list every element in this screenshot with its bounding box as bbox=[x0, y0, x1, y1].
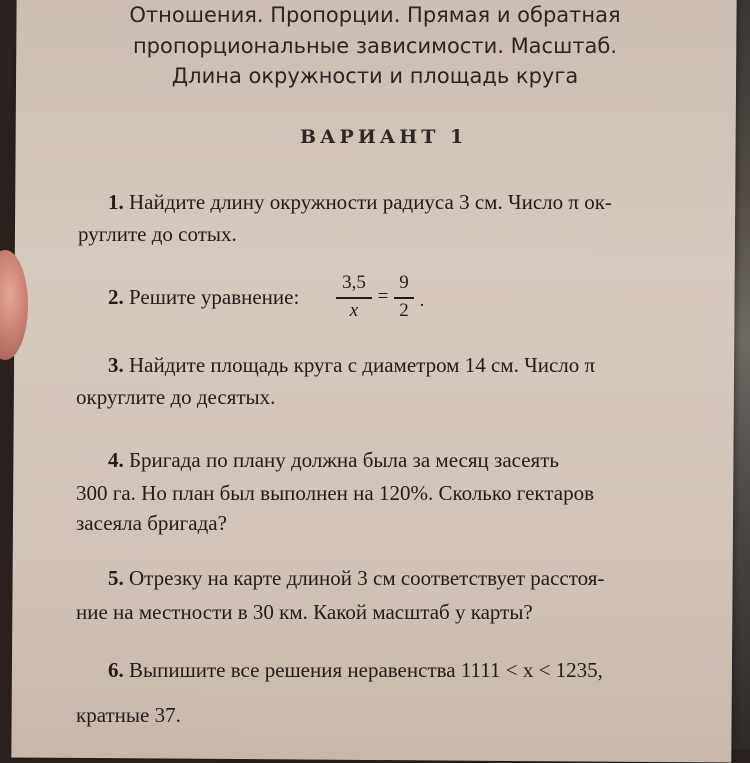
task-3-text: Найдите площадь круга с диаметром 14 см. Число π bbox=[129, 353, 596, 377]
header-line-3: Длина окружности и площадь круга bbox=[171, 64, 579, 88]
task-4-line-3: засеяла бригада? bbox=[76, 511, 227, 535]
task-6-line-2: кратные 37. bbox=[76, 703, 181, 727]
task-1-line-1 bbox=[108, 190, 612, 215]
task-2-line-1 bbox=[108, 285, 299, 310]
task-2-number: 2. bbox=[108, 285, 124, 309]
task-4-line-2: 300 га. Но план был выполнен на 120%. Сколько гектаров bbox=[76, 481, 595, 505]
task-4-text: Бригада по плану должна была за месяц засеять bbox=[129, 448, 559, 472]
task-2-period: . bbox=[419, 290, 425, 311]
fraction-left-denominator: x bbox=[349, 300, 359, 321]
fraction-right-denominator: 2 bbox=[399, 300, 409, 321]
task-6-number: 6. bbox=[108, 658, 124, 682]
task-3-line-2: округлите до десятых. bbox=[76, 385, 276, 409]
task-4-line-1 bbox=[108, 448, 559, 473]
equals-sign: = bbox=[377, 286, 389, 307]
task-1-text: Найдите длину окружности радиуса 3 см. Число π ок- bbox=[129, 190, 612, 214]
fraction-left-numerator: 3,5 bbox=[342, 272, 366, 293]
header-line-2: пропорциональные зависимости. Масштаб. bbox=[132, 34, 618, 58]
header-line-1: Отношения. Пропорции. Прямая и обратная bbox=[129, 3, 621, 27]
task-3-line-1 bbox=[108, 353, 595, 378]
variant-title: ВАРИАНТ 1 bbox=[300, 126, 468, 148]
task-1-line-2: руглите до сотых. bbox=[78, 222, 237, 246]
task-6-line-1 bbox=[108, 658, 603, 683]
worksheet-paper bbox=[11, 0, 736, 763]
task-5-number: 5. bbox=[108, 566, 124, 590]
task-2-text: Решите уравнение: bbox=[129, 285, 300, 309]
task-5-text: Отрезку на карте длиной 3 см соответствует расстоя- bbox=[129, 566, 605, 590]
task-4-number: 4. bbox=[108, 448, 124, 472]
fraction-right-numerator: 9 bbox=[399, 272, 409, 293]
fraction-right-bar bbox=[394, 297, 414, 299]
task-3-number: 3. bbox=[108, 353, 124, 377]
task-1-number: 1. bbox=[108, 190, 124, 214]
fraction-left-bar bbox=[336, 297, 372, 299]
task-5-line-1 bbox=[108, 566, 604, 591]
task-5-line-2: ние на местности в 30 км. Какой масштаб у карты? bbox=[76, 600, 533, 624]
task-6-text: Выпишите все решения неравенства 1111 < x < 1235, bbox=[129, 658, 603, 682]
